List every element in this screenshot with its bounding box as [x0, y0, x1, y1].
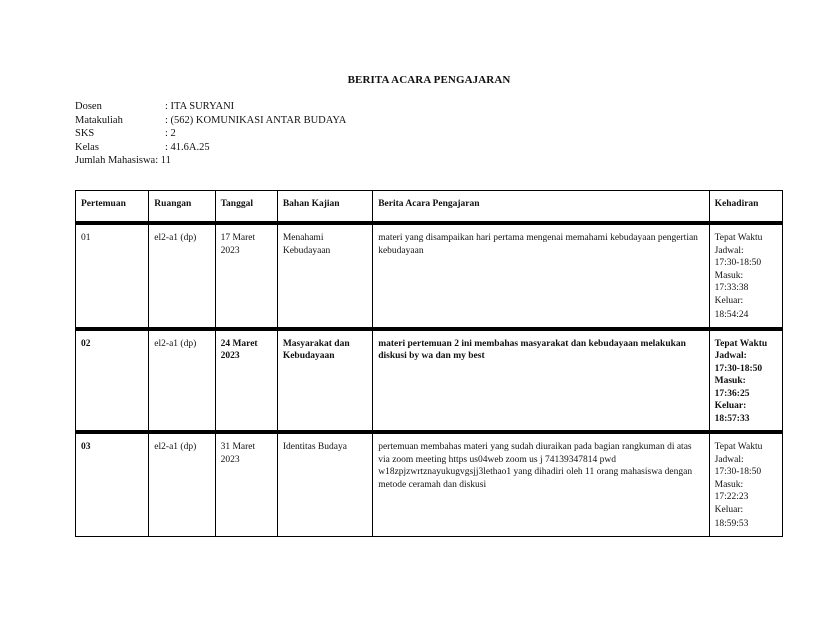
kehadiran-keluar-label: Keluar:: [714, 295, 744, 306]
teaching-record-table: [75, 190, 783, 537]
header-ruangan: Ruangan: [149, 191, 215, 222]
header-tanggal: Tanggal: [215, 191, 277, 222]
info-label: Jumlah Mahasiswa: [75, 155, 156, 166]
kehadiran-keluar: 18:59:53: [714, 519, 749, 529]
header-pertemuan: Pertemuan: [76, 191, 149, 222]
kehadiran-jadwal-label: Jadwal:: [714, 245, 744, 256]
cell-tanggal: 17 Maret 2023: [215, 225, 277, 328]
cell-tanggal: 24 Maret 2023: [215, 330, 277, 431]
header-kehadiran: Kehadiran: [709, 191, 782, 222]
info-row-kelas: [75, 141, 346, 155]
info-row-jumlah-mahasiswa: [75, 154, 346, 168]
kehadiran-status: Tepat Waktu: [714, 233, 763, 243]
info-row-dosen: [75, 100, 346, 114]
kehadiran-masuk-label: Masuk:: [714, 479, 744, 490]
table-header-row: [76, 191, 783, 222]
cell-ruangan: el2-a1 (dp): [149, 330, 215, 431]
kehadiran-status: Tepat Waktu: [714, 442, 763, 452]
cell-pertemuan: 01: [76, 225, 149, 328]
table-row: [76, 225, 783, 328]
table-row: [76, 434, 783, 537]
cell-pertemuan: 03: [76, 434, 149, 537]
cell-berita-acara: materi yang disampaikan hari pertama mengenai memahami kebudayaan pengertian kebudayaan: [373, 225, 709, 328]
kehadiran-keluar: 18:57:33: [714, 413, 750, 424]
kehadiran-keluar-label: Keluar:: [714, 504, 744, 515]
cell-berita-acara: pertemuan membahas materi yang sudah diuraikan pada bagian rangkuman di atas via zoom meeting https us04web zoom us j 74139347814 pwd w18zpjzwrtznayukugvgsjj3lethao1 yang dihadiri oleh 11 orang mahasiswa dengan metode ceramah dan diskusi: [373, 434, 709, 537]
kehadiran-jadwal: 17:30-18:50: [714, 258, 762, 268]
info-value: : (562) KOMUNIKASI ANTAR BUDAYA: [165, 114, 347, 126]
info-value: : 2: [165, 128, 176, 139]
kehadiran-masuk-label: Masuk:: [714, 270, 744, 281]
info-row-matakuliah: [75, 114, 346, 128]
kehadiran-jadwal: 17:30-18:50: [714, 467, 762, 477]
cell-bahan-kajian: Menahami Kebudayaan: [277, 225, 372, 328]
document-title: BERITA ACARA PENGAJARAN: [347, 74, 511, 86]
info-label: SKS: [75, 128, 95, 139]
header-bahan-kajian: Bahan Kajian: [277, 191, 372, 222]
cell-berita-acara: materi pertemuan 2 ini membahas masyarakat dan kebudayaan melakukan diskusi by wa dan my best: [373, 330, 709, 431]
kehadiran-masuk: 17:36:25: [714, 388, 750, 399]
kehadiran-masuk: 17:22:23: [714, 492, 749, 502]
table-row: [76, 330, 783, 431]
header-berita-acara: Berita Acara Pengajaran: [373, 191, 709, 222]
info-label: Kelas: [75, 141, 99, 153]
info-value: : 11: [155, 155, 171, 166]
cell-bahan-kajian: Identitas Budaya: [277, 434, 372, 537]
kehadiran-keluar-label: Keluar:: [714, 401, 747, 411]
kehadiran-masuk-label: Masuk:: [714, 376, 746, 386]
cell-tanggal: 31 Maret 2023: [215, 434, 277, 537]
cell-ruangan: el2-a1 (dp): [149, 225, 215, 328]
cell-pertemuan: 02: [76, 330, 149, 431]
info-value: : 41.6A.25: [165, 141, 210, 153]
info-value: : ITA SURYANI: [165, 101, 235, 112]
cell-kehadiran: [709, 330, 782, 431]
cell-bahan-kajian: Masyarakat dan Kebudayaan: [277, 330, 372, 431]
kehadiran-masuk: 17:33:38: [714, 283, 749, 293]
kehadiran-jadwal-label: Jadwal:: [714, 454, 744, 465]
cell-kehadiran: [709, 434, 782, 537]
info-row-sks: [75, 127, 346, 141]
kehadiran-jadwal-label: Jadwal:: [714, 351, 747, 361]
cell-kehadiran: [709, 225, 782, 328]
info-label: Dosen: [75, 101, 102, 112]
kehadiran-status: Tepat Waktu: [714, 338, 768, 349]
cell-ruangan: el2-a1 (dp): [149, 434, 215, 537]
info-label: Matakuliah: [75, 114, 123, 126]
kehadiran-jadwal: 17:30-18:50: [714, 363, 763, 374]
course-info: [75, 100, 346, 168]
kehadiran-keluar: 18:54:24: [714, 310, 749, 320]
